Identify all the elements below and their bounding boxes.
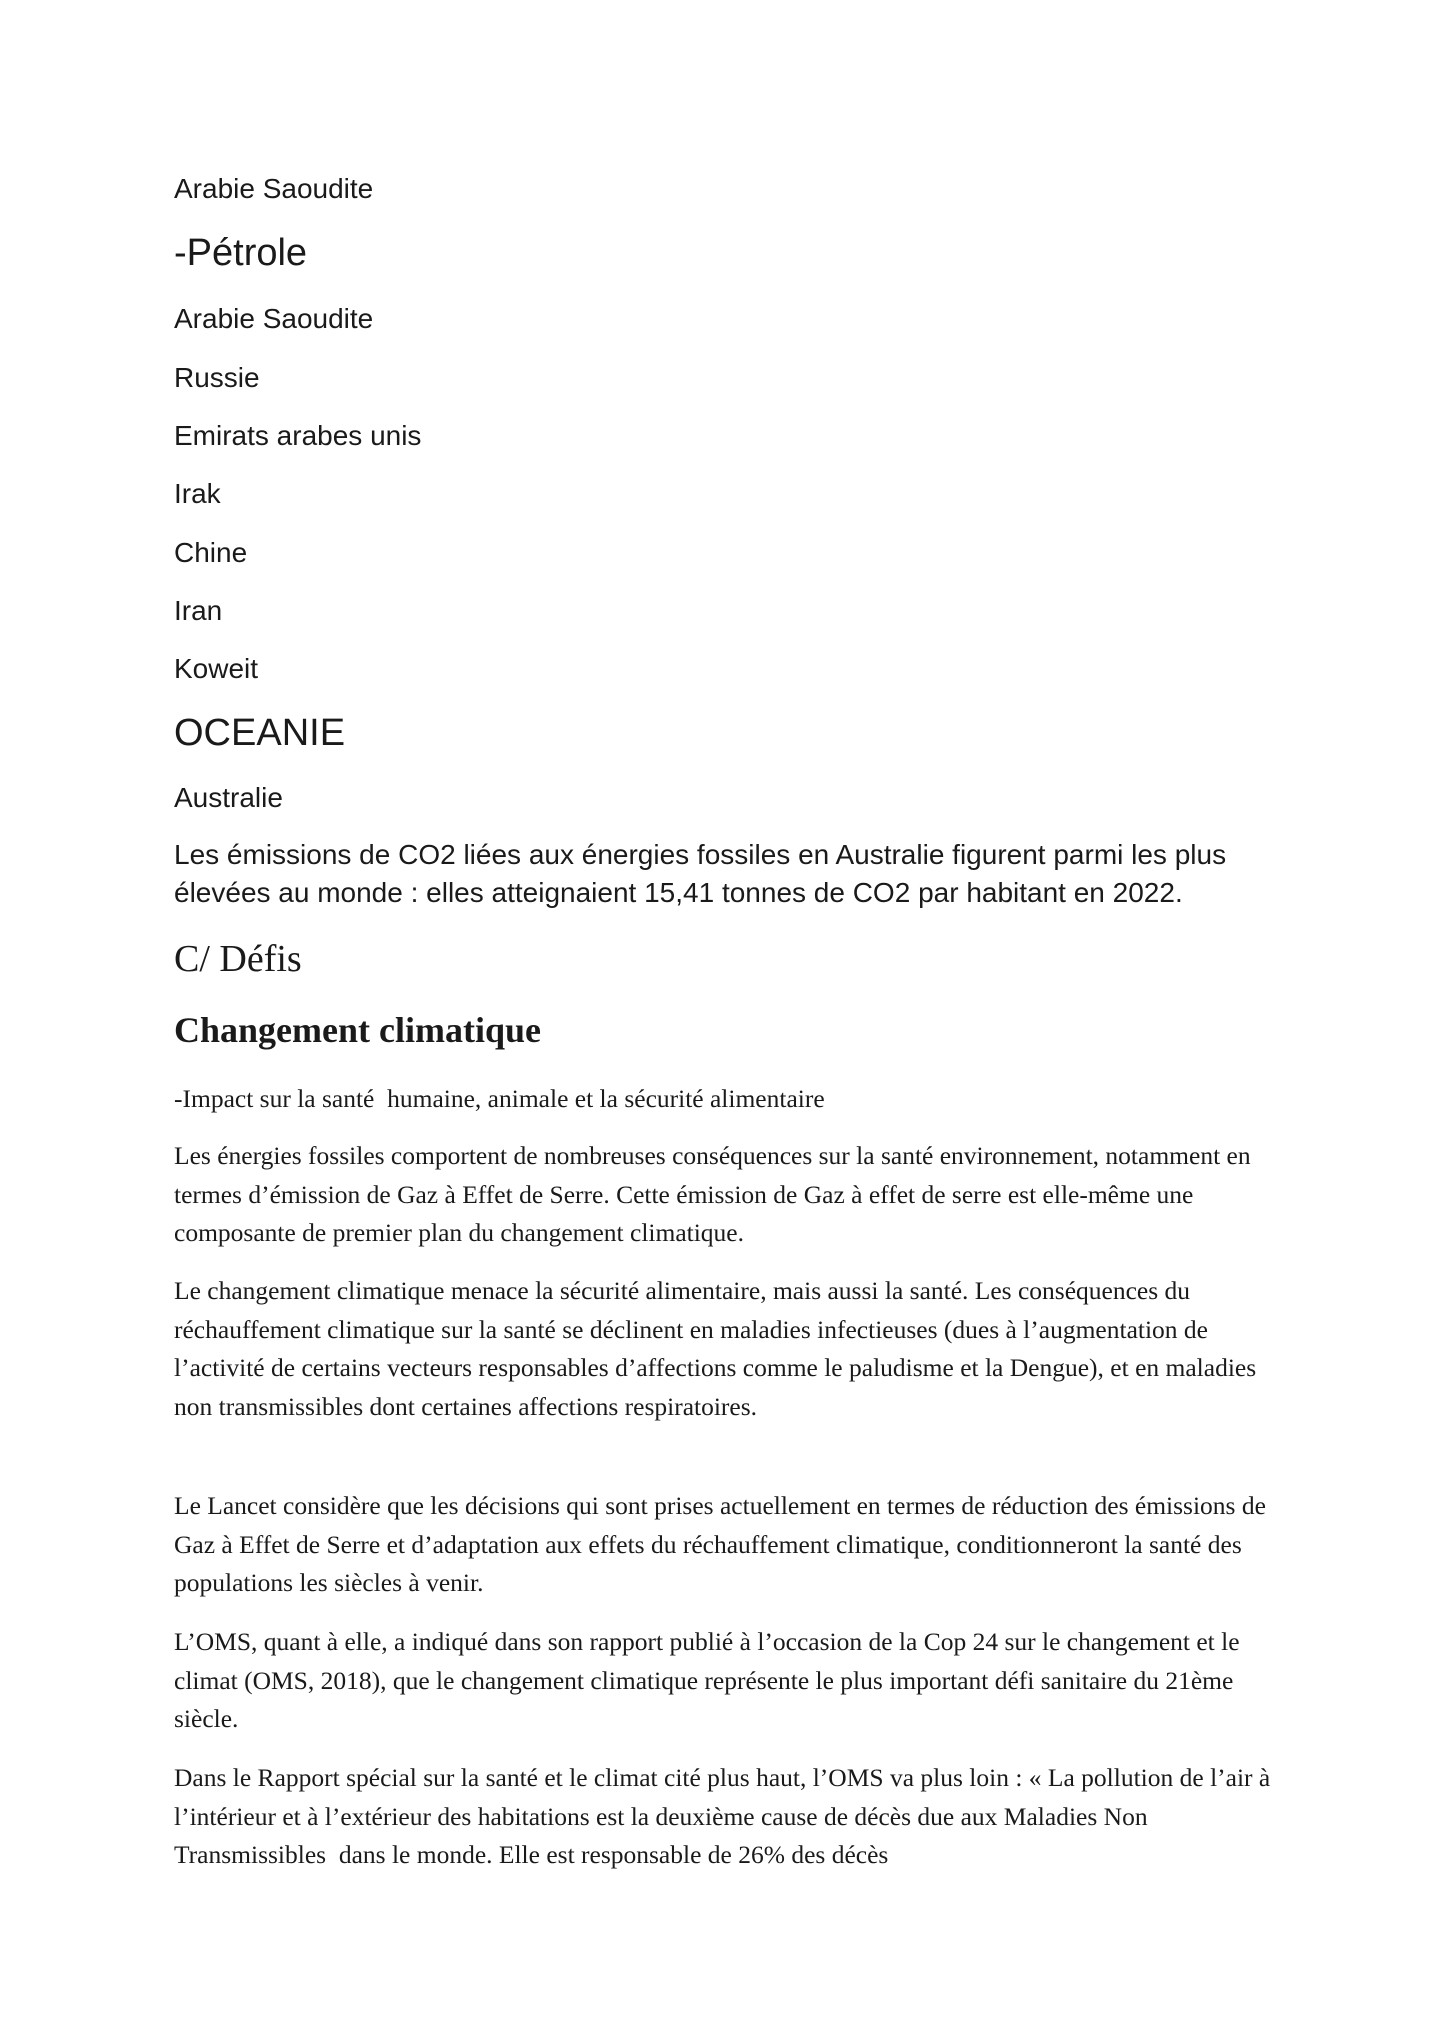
list-item-kuwait: Koweit xyxy=(174,653,259,684)
list-item-uae: Emirats arabes unis xyxy=(174,420,422,451)
list-item-australia: Australie xyxy=(174,782,283,813)
paragraph-climate-threat: Le changement climatique menace la sécurité alimentaire, mais aussi la santé. Les conséquences du réchauffement climatique sur la santé se déclinent en maladies infectieuses (dues à l’augmentation de l’activité de certains vecteurs responsables d’affections comme le paludisme et la Dengue), et en maladies non transmissibles dont certaines affections respiratoires. xyxy=(174,1276,1257,1421)
heading-petrole: -Pétrole xyxy=(174,232,308,274)
paragraph-oms-report: Dans le Rapport spécial sur la santé et le climat cité plus haut, l’OMS va plus loin : « La pollution de l’air à l’intérieur et à l’extérieur des habitations est la deuxième cause de décès due aux Maladies Non Transmissibles dans le monde. Elle est responsable de 26% des décès xyxy=(174,1763,1277,1869)
paragraph-oms-cop24: L’OMS, quant à elle, a indiqué dans son rapport publié à l’occasion de la Cop 24 sur le changement et le climat (OMS, 2018), que le changement climatique représente le plus important défi sanitaire du 21ème siècle. xyxy=(174,1627,1240,1733)
list-item-iran: Iran xyxy=(174,595,223,626)
australia-emissions-paragraph: Les émissions de CO2 liées aux énergies fossiles en Australie figurent parmi les plus élevées au monde : elles atteignaient 15,41 tonnes de CO2 par habitant en 2022. xyxy=(174,839,1227,908)
impact-line: -Impact sur la santé humaine, animale et la sécurité alimentaire xyxy=(174,1084,825,1113)
section-heading-defis: C/ Défis xyxy=(174,938,302,980)
list-item-russia: Russie xyxy=(174,362,260,393)
heading-oceanie: OCEANIE xyxy=(174,712,346,754)
list-item-iraq: Irak xyxy=(174,478,221,509)
list-item-saudi-arabia: Arabie Saoudite xyxy=(174,303,374,334)
list-item-saudi-arabia-heading: Arabie Saoudite xyxy=(174,173,374,204)
list-item-china: Chine xyxy=(174,537,248,568)
paragraph-lancet: Le Lancet considère que les décisions qui sont prises actuellement en termes de réduction des émissions de Gaz à Effet de Serre et d’adaptation aux effets du réchauffement climatique, conditionneront la santé des populations les siècles à venir. xyxy=(174,1491,1266,1597)
paragraph-fossil-consequences: Les énergies fossiles comportent de nombreuses conséquences sur la santé environnement, notamment en termes d’émission de Gaz à Effet de Serre. Cette émission de Gaz à effet de serre est elle-même une composante de premier plan du changement climatique. xyxy=(174,1141,1251,1247)
subsection-heading-climate-change: Changement climatique xyxy=(174,1010,541,1050)
